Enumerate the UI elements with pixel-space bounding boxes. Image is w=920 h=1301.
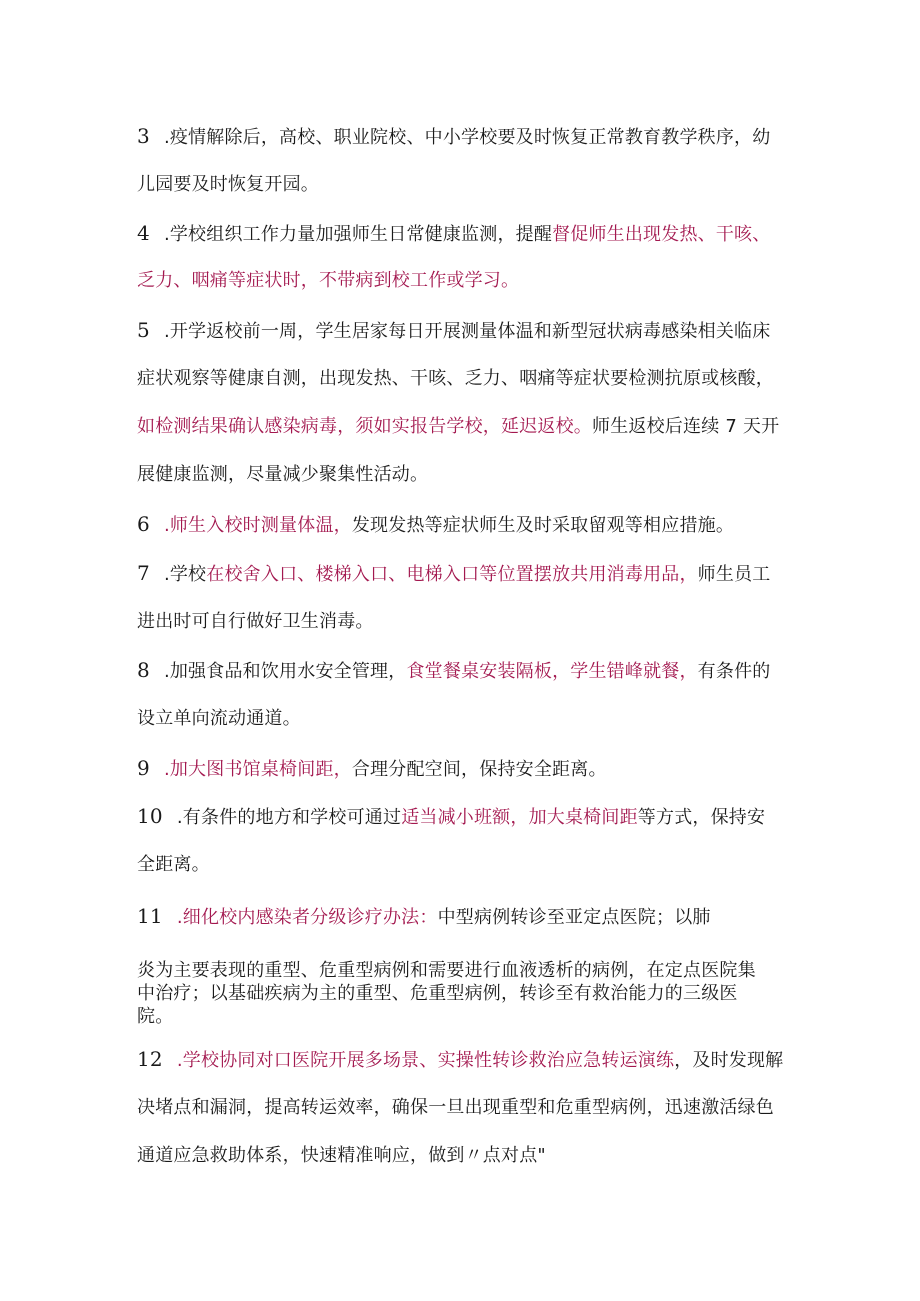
body-text: 决堵点和漏洞，提高转运效率，确保一旦出现重型和危重型病例，迅速激活绿色: [137, 1097, 774, 1118]
body-text: 有条件的: [697, 661, 771, 682]
list-item-continuation-line: [137, 609, 374, 635]
body-text: 合理分配空间，保持安全距离。: [351, 759, 607, 780]
item-number: 11: [137, 904, 163, 928]
highlighted-text: .师生入校时测量体温，: [163, 515, 352, 536]
list-item-continuation-line: [137, 172, 319, 198]
list-item-first-line: [137, 560, 770, 588]
body-text: ，及时发现解: [674, 1050, 784, 1071]
highlighted-text: 如检测结果确认感染病毒，须如实报告学校，延迟返校。: [137, 416, 592, 437]
item-number: 4: [137, 221, 150, 245]
highlighted-text: 食堂餐桌安装隔板，学生错峰就餐，: [406, 661, 698, 682]
highlighted-text: 乏力、咽痛等症状时，不带病到校工作或学习。: [137, 270, 520, 291]
list-item-first-line: [137, 903, 711, 931]
item-number: 5: [137, 318, 150, 342]
item-number: 6: [137, 512, 150, 536]
item-number: 12: [137, 1047, 163, 1071]
list-item-first-line: [137, 511, 734, 539]
body-text: .有条件的地方和学校可通过: [176, 807, 402, 828]
body-text: 院。: [137, 1006, 174, 1027]
list-item-continuation-line: [137, 414, 779, 440]
body-text: 中型病例转诊至亚定点医院；以肺: [437, 907, 711, 928]
highlighted-text: 适当减小班额，加大桌椅间距: [401, 807, 638, 828]
body-text: .学校组织工作力量加强师生日常健康监测，提醒: [163, 224, 553, 245]
item-number: 8: [137, 658, 150, 682]
list-item-continuation-line: [137, 1143, 546, 1169]
body-text: 设立单向流动通道。: [137, 708, 301, 729]
body-text: 展健康监测，尽量减少聚集性活动。: [137, 464, 429, 485]
item-number: 7: [137, 561, 150, 585]
list-item-first-line: [137, 755, 607, 783]
list-item-continuation-line: [137, 706, 301, 732]
list-item-continuation-line: [137, 1004, 173, 1030]
body-text: 炎为主要表现的重型、危重型病例和需要进行血液透析的病例，在定点医院集: [137, 960, 756, 981]
highlighted-text: .学校协同对口医院开展多场景、实操性转诊救治应急转运演练: [176, 1050, 675, 1071]
list-item-first-line: [137, 657, 770, 685]
list-item-first-line: [137, 803, 765, 831]
highlighted-text: .细化校内感染者分级诊疗办法：: [176, 907, 438, 928]
list-item-continuation-line: [137, 981, 738, 1007]
body-text: 全距离。: [137, 854, 210, 875]
item-number: 10: [137, 804, 163, 828]
highlighted-text: 在校舍入口、楼梯入口、电梯入口等位置摆放共用消毒用品，: [206, 564, 698, 585]
body-text: .开学返校前一周，学生居家每日开展测量体温和新型冠状病毒感染相关临床: [163, 321, 771, 342]
list-item-first-line: [137, 1046, 783, 1074]
list-item-continuation-line: [137, 852, 210, 878]
body-text: .疫情解除后，高校、职业院校、中小学校要及时恢复正常教育教学秩序，幼: [163, 127, 771, 148]
body-text: 发现发热等症状师生及时采取留观等相应措施。: [351, 515, 735, 536]
body-text: 通道应急救助体系，快速精准响应，做到〃点对点": [137, 1145, 546, 1166]
body-text: 中治疗；以基础疾病为主的重型、危重型病例，转诊至有救治能力的三级医: [137, 983, 738, 1004]
body-text: 儿园要及时恢复开园。: [137, 174, 319, 195]
body-text: 症状观察等健康自测，出现发热、干咳、乏力、咽痛等症状要检测抗原或核酸，: [137, 368, 774, 389]
body-text: 等方式，保持安: [637, 807, 766, 828]
list-item-continuation-line: [137, 462, 428, 488]
list-item-continuation-line: [137, 366, 774, 392]
highlighted-text: .加大图书馆桌椅间距，: [163, 759, 352, 780]
list-item-first-line: [137, 123, 770, 151]
body-text: .加强食品和饮用水安全管理，: [163, 661, 407, 682]
item-number: 3: [137, 124, 150, 148]
item-number: 9: [137, 756, 150, 780]
list-item-first-line: [137, 220, 770, 248]
list-item-first-line: [137, 317, 770, 345]
body-text: 进出时可自行做好卫生消毒。: [137, 611, 374, 632]
body-text: .学校: [163, 564, 207, 585]
list-item-continuation-line: [137, 268, 519, 294]
highlighted-text: 督促师生出现发热、干咳、: [552, 224, 771, 245]
body-text: 师生员工: [697, 564, 771, 585]
body-text: 师生返校后连续 7 天开: [592, 416, 780, 437]
list-item-continuation-line: [137, 1095, 774, 1121]
